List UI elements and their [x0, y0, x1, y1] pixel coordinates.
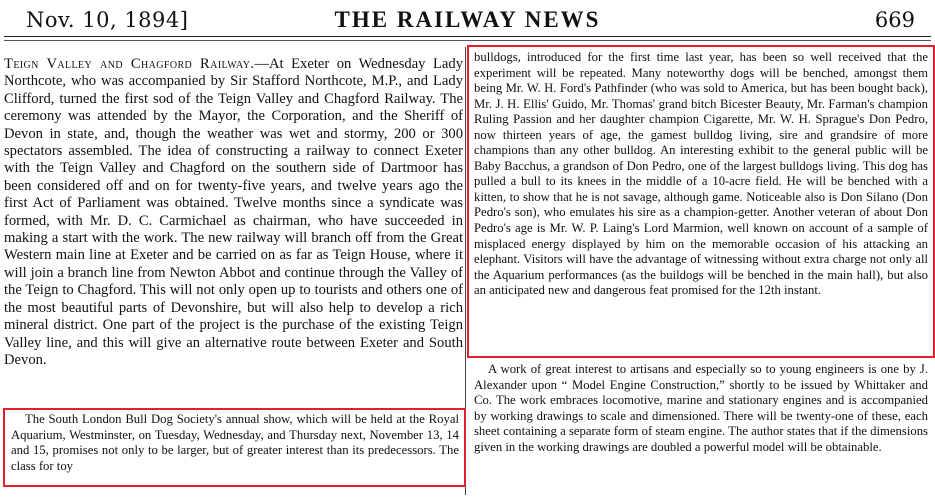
- teign-valley-article: [4, 56, 463, 369]
- article-body: bulldogs, introduced for the first time last year, has been so well received that the experiment will be repeated. Many noteworthy dogs will be benched, amongst them being Mr. W. H. Ford's Pathfinder (who was sold to America, but has been bought back), Mr. J. H. Ellis' Guido, Mr. Thomas' grand bitch Bicester Beauty, Mr. Farman's champion Ruling Passion and her daughter champion Cigarette, Mr. W. H. Sprague's Don Pedro, now thirteen years of age, the gamest bulldog living, sire and grandsire of more champions than any other bulldog. An interesting exhibit to the general public will be Baby Bacchus, a grandson of Don Pedro, one of the largest bulldogs living. This dog has pulled a bull to its knees in the middle of a 10-acre field. He will be benched with a kitten, to show that he is not savage, although game. Noticeable also is Don Silano (Don Pedro's son), who emulates his sire as a champion-getter. Another veteran of about Don Pedro's age is Mr. W. P. Laing's Lord Marmion, well known on account of a sample of misplaced energy displayed by him on the memorable occasion of his attacking an elephant. Visitors will have the advantage of witnessing without extra charge not only all the Aquarium performances (as the buildogs will be benched in the main hall), but also an anticipated new and dangerous feat promised for the 12th instant.: [474, 50, 928, 298]
- article-body: —At Exeter on Wednesday Lady Northcote, who was accompanied by Sir Stafford Northcote, M.P., and Lady Clifford, turned the first sod of the Teign Valley and Chagford Railway. The ceremony was attended by the Mayor, the Corporation, and the Sheriff of Devon in state, and, though the weather was wet and stormy, 200 or 300 spectators assembled. The idea of constructing a railway to connect Exeter with the Teign Valley and Chagford on the southern side of Dartmoor has been considered off and on for twenty-five years, and twelve years ago the first Act of Parliament was obtained. Twelve months since a syndicate was formed, with Mr. D. C. Carmichael as chairman, who have succeeded in making a start with the work. The new railway will branch off from the Great Western main line at Exeter and be carried on as far as Teign House, where it will join a branch line from Newton Abbot and continue through the Valley of the Teign to Chagford. This will not only open up to tourists and others one of the most beautiful parts of Devonshire, but will also help to develop a rich mineral district. One part of the project is the purchase of the existing Teign Valley line, and this will give an alternative route between Exeter and South Devon.: [4, 56, 463, 368]
- highlight-box-right: [467, 45, 935, 358]
- page-number: 669: [874, 8, 915, 32]
- highlight-box-left: [3, 408, 466, 487]
- page-header: [0, 6, 935, 40]
- model-engine-article: [474, 362, 928, 456]
- header-rule-thin: [4, 40, 931, 41]
- article-body: A work of great interest to artisans and especially so to young engineers is one by J. Alexander upon “ Model Engine Construction,” shortly to be issued by Whittaker and Co. The work embraces locomotive, marine and stationary engines and is accompanied by working drawings to scale and dimensioned. There will be twenty-one of these, each sheet containing a separate form of steam engine. The author states that if the dimensions given in the working drawings are doubled a powerful model will be obtainable.: [474, 362, 928, 454]
- publication-title: THE RAILWAY NEWS: [334, 7, 601, 32]
- article-body: The South London Bull Dog Society's annual show, which will be held at the Royal Aquarium, Westminster, on Tuesday, Wednesday, and Thursday next, November 13, 14 and 15, promises not only to be larger, but of greater interest than its predecessors. The class for toy: [11, 412, 459, 473]
- article-heading: Teign Valley and Chagford Railway.: [4, 56, 255, 72]
- header-rule: [4, 36, 931, 37]
- issue-date: Nov. 10, 1894]: [26, 8, 189, 32]
